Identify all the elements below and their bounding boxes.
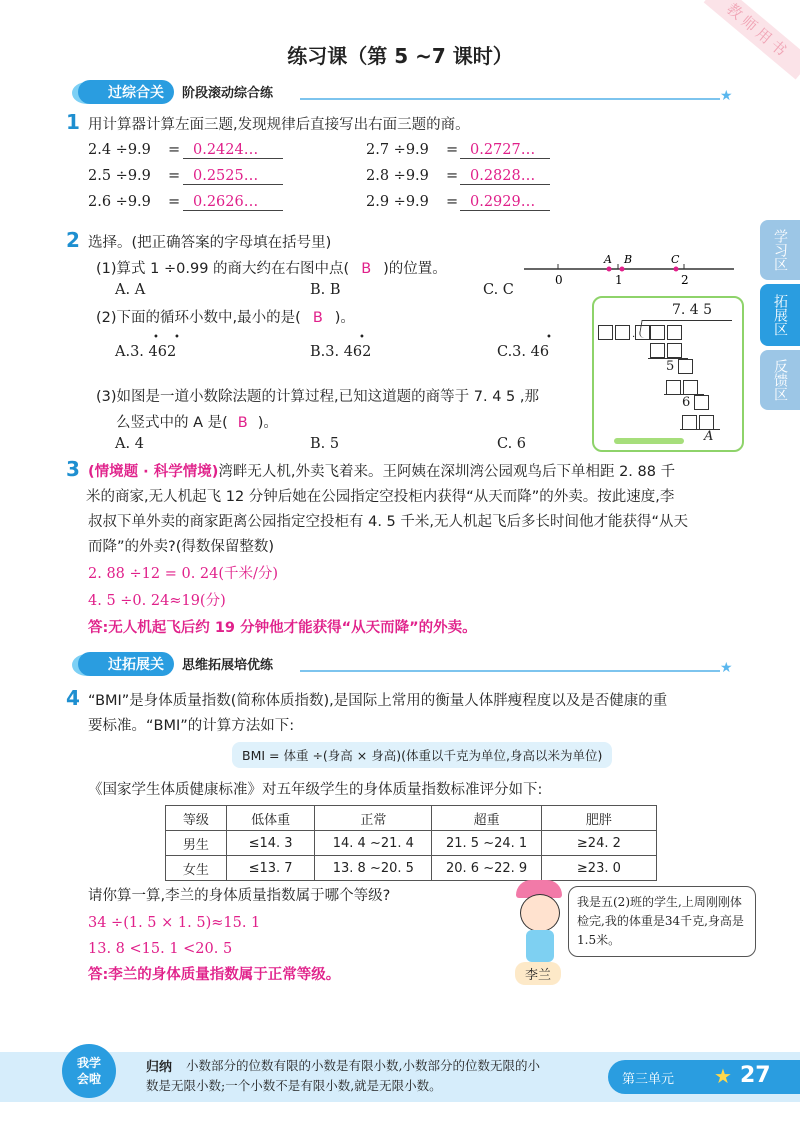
q2-p2-text: (2)下面的循环小数中,最小的是(: [96, 310, 301, 326]
q4-answer-2: 13. 8 <15. 1 <20. 5: [88, 941, 233, 957]
repeat-dot: •: [546, 332, 552, 343]
q1-number: 1: [66, 110, 80, 134]
option-b[interactable]: B. B: [310, 282, 341, 298]
tab-extend[interactable]: 拓展区: [760, 284, 800, 346]
table-cell: 21. 5 ~24. 1: [432, 831, 541, 856]
repeat-dot: •: [153, 332, 159, 343]
table-header-row: [166, 806, 657, 831]
option-c[interactable]: C. 6: [497, 436, 527, 452]
table-cell: 14. 4 ~21. 4: [315, 831, 432, 856]
digit-box: [635, 325, 650, 340]
digit-box: [694, 395, 709, 410]
tab-feedback[interactable]: 反馈区: [760, 350, 800, 410]
q4-number: 4: [66, 686, 80, 710]
digit-box: [666, 380, 681, 395]
q3-body: [88, 460, 748, 641]
repeat-dot: •: [174, 332, 180, 343]
digit-box: [682, 415, 697, 430]
q4-stem2: 要标准。“BMI”的计算方法如下:: [88, 718, 295, 734]
q2-part3: [96, 384, 586, 436]
q1-right-expr: 2.7 ÷9.9: [366, 142, 429, 158]
q4-stem1: “BMI”是身体质量指数(简称体质指数),是国际上常用的衡量人体胖瘦程度以及是否健康的重: [88, 693, 668, 709]
q1-left-answer[interactable]: 0.2626…: [183, 194, 283, 211]
section-banner-1: [70, 80, 733, 104]
nl-label-1: 1: [615, 273, 623, 287]
table-cell: ≤14. 3: [226, 831, 314, 856]
footer-label: 归纳: [146, 1060, 173, 1075]
option-a[interactable]: A.3. 462: [115, 344, 177, 360]
q4-intro: 《国家学生体质健康标准》对五年级学生的身体质量指数标准评分如下:: [88, 782, 543, 798]
q3-stem3: 叔叔下单外卖的商家距离公园指定空投柜有 4. 5 千米,无人机起飞后多长时间他才能获得“从天: [88, 514, 689, 530]
q2-p1-options: [115, 282, 515, 302]
dividend-boxes: .: [598, 322, 652, 341]
q2-p1-text-end: )的位置。: [383, 261, 447, 277]
q1-eq: =: [168, 194, 181, 210]
watermark-text: 教师用书: [723, 0, 793, 63]
q1-eq: =: [446, 142, 459, 158]
table-header: 低体重: [226, 806, 314, 831]
digit-box: [678, 359, 693, 374]
q1-eq: =: [446, 194, 459, 210]
table-header: 等级: [166, 806, 227, 831]
grass-decoration: [614, 438, 684, 444]
q4-answers: [88, 910, 340, 988]
character-face-icon: [520, 894, 560, 932]
q2-p2-options: [115, 332, 575, 364]
q1-eq: =: [168, 168, 181, 184]
character-lilan: [510, 880, 570, 970]
q1-row: [88, 168, 568, 194]
option-a[interactable]: A. A: [115, 282, 146, 298]
digit-box: [667, 343, 682, 358]
nl-label-2: 2: [681, 273, 689, 287]
q4-question: 请你算一算,李兰的身体质量指数属于哪个等级?: [88, 888, 391, 904]
bmi-formula: BMI = 体重 ÷(身高 × 身高)(体重以千克为单位,身高以米为单位): [232, 742, 612, 768]
digit-box: [650, 343, 665, 358]
division-digit-6-text: 6: [682, 395, 691, 410]
digit-box: [650, 325, 665, 340]
q3-stem1: 湾畔无人机,外卖飞着来。王阿姨在深圳湾公园观鸟后下单相距 2. 88 千: [218, 464, 676, 480]
character-name: 李兰: [515, 962, 561, 985]
digit-box: [699, 415, 714, 430]
q3-line1: [88, 460, 748, 485]
q1-row: [88, 194, 568, 220]
footer-unit-tab: [608, 1060, 800, 1094]
q1-right-expr: 2.8 ÷9.9: [366, 168, 429, 184]
table-row: [166, 831, 657, 856]
footer-text-2: 数是无限小数;一个小数不是有限小数,就是无限小数。: [146, 1078, 442, 1093]
q2-p2-answer[interactable]: B: [312, 310, 323, 326]
page-title: 练习课（第 5 ~7 课时）: [287, 44, 513, 68]
q2-p3-line1: (3)如图是一道小数除法题的计算过程,已知这道题的商等于 7. 4 5 ,那: [96, 389, 539, 405]
tab-study[interactable]: 学习区: [760, 220, 800, 280]
division-bar: [642, 320, 732, 321]
q2-part2: [96, 306, 355, 327]
table-cell: ≥24. 2: [541, 831, 656, 856]
q2-p2-text-end: )。: [334, 310, 355, 326]
nl-point-b: B: [624, 253, 633, 266]
q1-right-answer[interactable]: 0.2828…: [460, 168, 550, 185]
footer-star-icon: ★: [714, 1064, 732, 1088]
rule-line: [680, 429, 720, 430]
option-a[interactable]: A. 4: [115, 436, 144, 452]
q2-p1-text: (1)算式 1 ÷0.99 的商大约在右图中点(: [96, 261, 350, 277]
q1-right-expr: 2.9 ÷9.9: [366, 194, 429, 210]
digit-box: [598, 325, 613, 340]
division-quotient: 7. 4 5: [672, 302, 713, 318]
q2-p3-answer[interactable]: B: [237, 415, 248, 431]
digit-box: [667, 325, 682, 340]
q2-p1-answer[interactable]: B: [361, 261, 372, 277]
banner-label: 过综合关: [78, 80, 174, 104]
nl-point-c: C: [671, 253, 680, 266]
table-cell: 20. 6 ~22. 9: [432, 856, 541, 881]
q2-p3-text: 么竖式中的 A 是(: [116, 415, 228, 431]
q1-left-answer[interactable]: 0.2424…: [183, 142, 283, 159]
q1-eq: =: [446, 168, 459, 184]
q4-answer-1: 34 ÷(1. 5 × 1. 5)≈15. 1: [88, 915, 261, 931]
q3-tag: (情境题 · 科学情境): [88, 464, 219, 480]
table-header: 肥胖: [541, 806, 656, 831]
q3-stem2: 米的商家,无人机起飞 12 分钟后她在公园指定空投柜内获得“从天而降”的外卖。按此速度,李: [86, 489, 675, 505]
q1-stem: 用计算器计算左面三题,发现规律后直接写出右面三题的商。: [88, 117, 470, 133]
star-icon: ★: [720, 660, 733, 676]
division-digit-5-text: 5: [666, 359, 675, 374]
character-body-icon: [526, 930, 554, 962]
page-number: 27: [740, 1063, 771, 1088]
option-c[interactable]: C.3. 46: [497, 344, 550, 360]
banner-divider: [300, 670, 720, 672]
nl-label-0: 0: [555, 273, 563, 287]
banner-divider: [300, 98, 720, 100]
division-figure: [592, 296, 744, 452]
q3-stem4: 而降”的外卖?(得数保留整数): [88, 539, 275, 555]
digit-box: [683, 380, 698, 395]
side-tabs: [760, 220, 800, 410]
table-cell: 13. 8 ~20. 5: [315, 856, 432, 881]
star-icon: ★: [720, 88, 733, 104]
q4-stem: [88, 689, 748, 739]
sub-row: [650, 340, 684, 359]
digit-box: [615, 325, 630, 340]
q2-p3-options: [115, 436, 535, 456]
division-digit-6: [682, 395, 711, 410]
bmi-table: [165, 805, 657, 881]
q1-left-answer[interactable]: 0.2525…: [183, 168, 283, 185]
q4-answer-3: 答:李兰的身体质量指数属于正常等级。: [88, 967, 341, 983]
q1-right-answer[interactable]: 0.2929…: [460, 194, 550, 211]
q3-answer-1: 2. 88 ÷12 = 0. 24(千米/分): [88, 566, 279, 582]
table-header: 正常: [315, 806, 432, 831]
number-line: [520, 252, 740, 292]
option-c[interactable]: C. C: [483, 282, 514, 298]
footer-bar: [0, 1052, 800, 1102]
q2-number: 2: [66, 228, 80, 252]
banner-subtitle: 阶段滚动综合练: [182, 86, 274, 101]
table-row: [166, 856, 657, 881]
nl-point-a: A: [604, 253, 612, 266]
q2-part1: [96, 257, 447, 278]
repeat-dot: •: [359, 332, 365, 343]
q2-p3-line2: [96, 410, 586, 436]
division-bottom: A: [704, 429, 714, 444]
option-b[interactable]: B. 5: [310, 436, 340, 452]
footer-unit: 第三单元: [622, 1072, 675, 1087]
footer-logo: [62, 1044, 116, 1098]
division-digit-5: [666, 359, 695, 374]
banner-subtitle: 思维拓展培优练: [182, 658, 274, 673]
table-cell: 男生: [166, 831, 227, 856]
section-banner-2: [70, 652, 733, 676]
table-cell: ≥23. 0: [541, 856, 656, 881]
q1-rows: [88, 142, 568, 220]
table-header: 超重: [432, 806, 541, 831]
q2-stem: 选择。(把正确答案的字母填在括号里): [88, 235, 332, 251]
q1-left-expr: 2.4 ÷9.9: [88, 142, 151, 158]
speech-bubble: 我是五(2)班的学生,上周刚刚体检完,我的体重是34千克,身高是1.5米。: [568, 886, 756, 957]
q3-number: 3: [66, 457, 80, 481]
q1-right-answer[interactable]: 0.2727…: [460, 142, 550, 159]
q1-left-expr: 2.5 ÷9.9: [88, 168, 151, 184]
footer-logo-text: 我学会啦: [76, 1056, 101, 1086]
q3-answer-3: 答:无人机起飞后约 19 分钟他才能获得“从天而降”的外卖。: [88, 620, 477, 636]
banner-label: 过拓展关: [78, 652, 174, 676]
q3-answer-2: 4. 5 ÷0. 24≈19(分): [88, 593, 226, 609]
q1-eq: =: [168, 142, 181, 158]
q1-left-expr: 2.6 ÷9.9: [88, 194, 151, 210]
table-cell: ≤13. 7: [226, 856, 314, 881]
footer-text-1: 小数部分的位数有限的小数是有限小数,小数部分的位数无限的小: [186, 1058, 540, 1073]
q2-p3-text-end: )。: [257, 415, 278, 431]
table-cell: 女生: [166, 856, 227, 881]
dividend-boxes-right: [650, 322, 684, 341]
option-b[interactable]: B.3. 462: [310, 344, 372, 360]
q1-row: [88, 142, 568, 168]
